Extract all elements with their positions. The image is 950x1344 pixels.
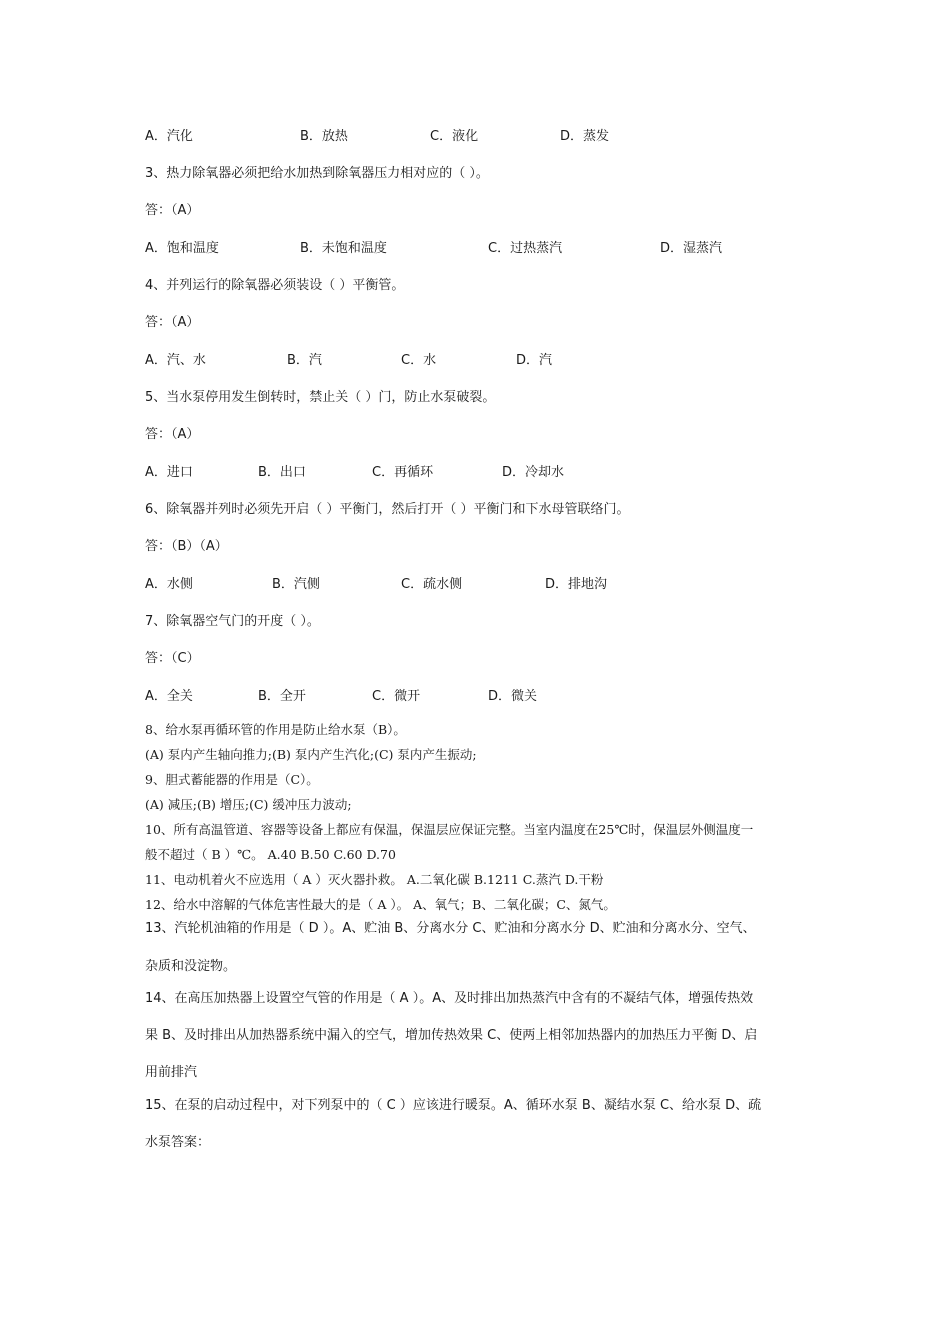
q5-option-b: B．出口 <box>258 465 306 480</box>
q6-option-a: A．水侧 <box>145 577 193 592</box>
q4-option-a: A．汽、水 <box>145 353 206 368</box>
q5-option-a: A．进口 <box>145 465 193 480</box>
q2-option-d: D．蒸发 <box>560 129 610 144</box>
q7-option-a: A．全关 <box>145 689 193 704</box>
q7-option-b: B．全开 <box>258 689 306 704</box>
q9-question: 9、胆式蓄能器的作用是（C）。 <box>145 772 319 787</box>
q4-option-b: B．汽 <box>287 353 322 368</box>
q15-line-1: 15、在泵的启动过程中，对下列泵中的（ C ）应该进行暖泵。A、循环水泵 B、凝结水泵 C、给水泵 D、疏 <box>145 1098 762 1113</box>
q4-option-c: C．水 <box>401 353 437 368</box>
q6-answer: 答：（B）（A） <box>145 539 228 554</box>
q2-option-a: A．汽化 <box>145 129 193 144</box>
q3-option-a: A．饱和温度 <box>145 241 219 256</box>
q15-line-2: 水泵答案： <box>145 1135 211 1150</box>
q9-options: (A) 减压;(B) 增压;(C) 缓冲压力波动; <box>145 797 352 812</box>
q10-line-2: 般不超过（ B ）℃。 A.40 B.50 C.60 D.70 <box>145 847 396 862</box>
q7-answer: 答：（C） <box>145 651 200 666</box>
q3-option-b: B．未饱和温度 <box>300 241 387 256</box>
q3-option-d: D．湿蒸汽 <box>660 241 723 256</box>
q13-line-2: 杂质和没淀物。 <box>145 959 237 974</box>
q14-line-1: 14、在高压加热器上设置空气管的作用是（ A ）。A、及时排出加热蒸汽中含有的不凝结气体，增强传热效 <box>145 991 754 1006</box>
q6-option-c: C．疏水侧 <box>401 577 463 592</box>
q4-option-d: D．汽 <box>516 353 553 368</box>
q3-answer: 答：（A） <box>145 203 200 218</box>
q10-line-1: 10、所有高温管道、容器等设备上都应有保温，保温层应保证完整。当室内温度在25℃时，保温层外侧温度一 <box>145 822 754 837</box>
q14-line-3: 用前排汽 <box>145 1065 198 1080</box>
q3-question: 3、热力除氧器必须把给水加热到除氧器压力相对应的（ ）。 <box>145 166 489 181</box>
q2-option-c: C．液化 <box>430 129 479 144</box>
q7-option-d: D．微关 <box>488 689 538 704</box>
q6-option-d: D．排地沟 <box>545 577 608 592</box>
q7-option-c: C．微开 <box>372 689 421 704</box>
q11-question: 11、电动机着火不应选用（ A ）灭火器扑救。 A.二氧化碳 B.1211 C.蒸汽 D.干粉 <box>145 872 604 887</box>
q8-question: 8、给水泵再循环管的作用是防止给水泵（B）。 <box>145 722 406 737</box>
q4-question: 4、并列运行的除氧器必须装设（ ）平衡管。 <box>145 278 405 293</box>
q3-option-c: C．过热蒸汽 <box>488 241 563 256</box>
q14-line-2: 果 B、及时排出从加热器系统中漏入的空气，增加传热效果 C、使两上相邻加热器内的加热压力平衡 D、启 <box>145 1028 758 1043</box>
q4-answer: 答：（A） <box>145 315 200 330</box>
q13-line-1: 13、汽轮机油箱的作用是（ D ）。A、贮油 B、分离水分 C、贮油和分离水分 D、贮油和分离水分、空气、 <box>145 921 756 936</box>
q5-option-d: D．冷却水 <box>502 465 565 480</box>
q5-option-c: C．再循环 <box>372 465 434 480</box>
q8-options: (A) 泵内产生轴向推力;(B) 泵内产生汽化;(C) 泵内产生振动; <box>145 747 477 762</box>
q6-question: 6、除氧器并列时必须先开启（ ）平衡门，然后打开（ ）平衡门和下水母管联络门。 <box>145 502 630 517</box>
q5-answer: 答：（A） <box>145 427 200 442</box>
q12-question: 12、给水中溶解的气体危害性最大的是（ A ）。 A、氧气；B、二氧化碳；C、氮气。 <box>145 897 616 912</box>
q5-question: 5、当水泵停用发生倒转时，禁止关（ ）门，防止水泵破裂。 <box>145 390 496 405</box>
q2-option-b: B．放热 <box>300 129 348 144</box>
q7-question: 7、除氧器空气门的开度（ ）。 <box>145 614 320 629</box>
q6-option-b: B．汽侧 <box>272 577 320 592</box>
